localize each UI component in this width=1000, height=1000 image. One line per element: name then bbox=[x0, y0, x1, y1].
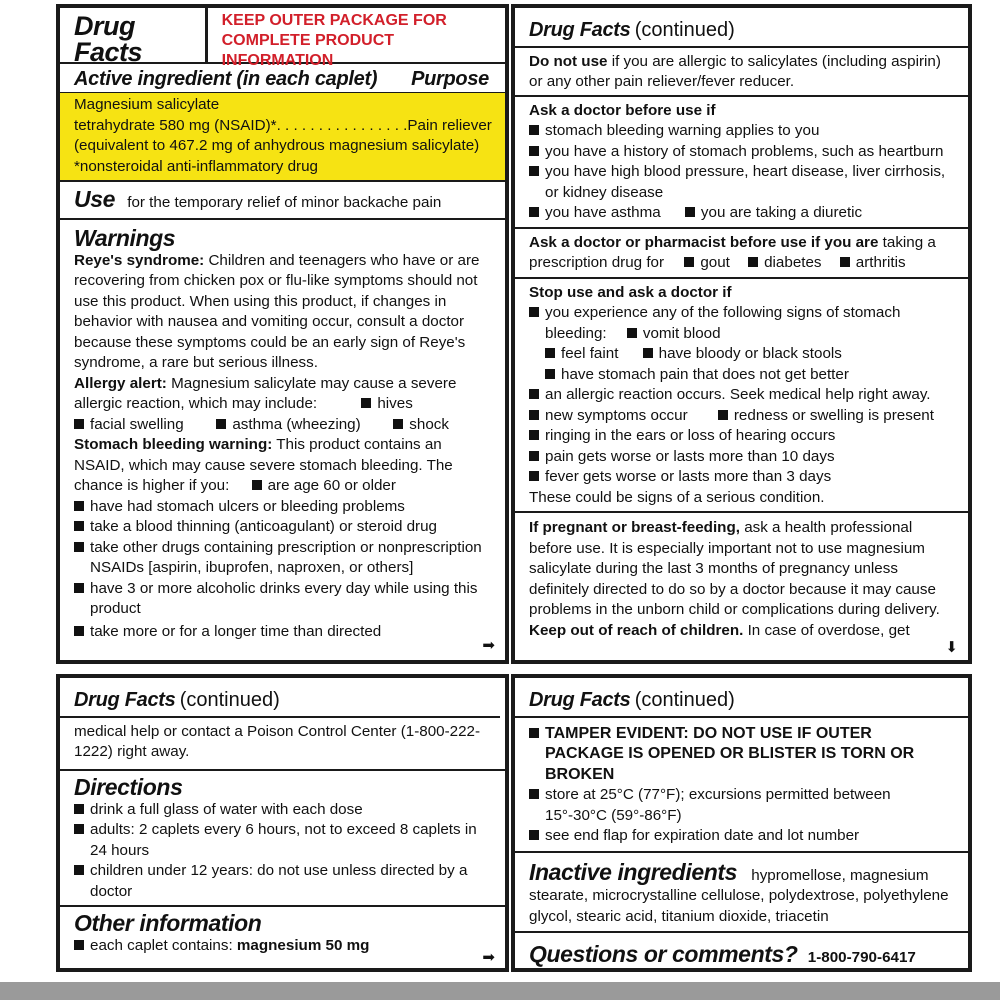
drug-facts-panel-main bbox=[56, 4, 509, 664]
drug-facts-title: Drug Facts bbox=[74, 689, 176, 711]
tamper-evident-notice: TAMPER EVIDENT: DO NOT USE IF OUTER PACKAGE IS OPENED OR BLISTER IS TORN OR BROKEN bbox=[529, 724, 952, 786]
stomach-warning: Stomach bleeding warning: This product contains an NSAID, which may cause severe stomach bleeding. The chance is higher if you: are age 60 or older bbox=[74, 436, 453, 494]
warnings-heading: Warnings bbox=[74, 224, 176, 251]
directions-item: adults: 2 caplets every 6 hours, not to exceed 8 caplets in 24 hours bbox=[74, 820, 489, 861]
keep-package-notice-2: COMPLETE PRODUCT INFORMATION bbox=[221, 32, 395, 69]
drug-facts-title: Drug Facts bbox=[529, 19, 631, 41]
arrow-right-icon: ➡ bbox=[482, 637, 495, 654]
stop-use-item: ringing in the ears or loss of hearing occurs bbox=[529, 426, 952, 447]
stop-use-footer: These could be signs of a serious condition. bbox=[529, 488, 825, 506]
leader-dots: . . . . . . . . . . . . . . . . bbox=[276, 116, 408, 134]
stomach-item: have had stomach ulcers or bleeding problems bbox=[74, 497, 489, 518]
stomach-item: take other drugs containing prescription or nonprescription NSAIDs [aspirin, ibuprofen, naproxen, or others] bbox=[74, 538, 489, 579]
stop-use-item: an allergic reaction occurs. Seek medical help right away. bbox=[529, 385, 952, 406]
active-line-4: *nonsteroidal anti-inflammatory drug bbox=[74, 157, 318, 175]
end-flap-item: see end flap for expiration date and lot number bbox=[529, 826, 952, 847]
inactive-ingredients: Inactive ingredients hypromellose, magnesium stearate, microcrystalline cellulose, polydextrose, polyethylene glycol, stearic acid, titanium dioxide, triacetin bbox=[515, 853, 968, 934]
stop-use-item: pain gets worse or lasts more than 10 days bbox=[529, 447, 952, 468]
continued-label: (continued) bbox=[634, 19, 735, 41]
drug-facts-panel-continued-2 bbox=[56, 674, 509, 972]
ask-doctor-item: you have asthma you are taking a diuretic bbox=[529, 203, 952, 224]
stop-bleeding-items: feel faint have bloody or black stools bbox=[529, 344, 952, 365]
ask-pharmacist: Ask a doctor or pharmacist before use if you are taking a prescription drug for gout diabetes arthritis bbox=[515, 229, 968, 279]
pregnancy-warning: If pregnant or breast-feeding, ask a health professional before use. It is especially important not to use magnesium salicylate during the last 3 months of pregnancy unless definitely directed to do so by a doctor because it may cause problems in the unborn child or complications during delivery. bbox=[529, 519, 940, 618]
reyes-warning: Reye's syndrome: Children and teenagers who have or are recovering from chicken pox or flu-like symptoms should not use this product. When using this product, if changes in behavior with nausea and vomiting occur, consult a doctor because these symptoms could be an early sign of Reye's syndrome, a rare but serious illness. bbox=[74, 251, 480, 371]
allergy-alert: Allergy alert: Magnesium salicylate may cause a severe allergic reaction, which may include: hives bbox=[74, 374, 457, 412]
keep-out-of-reach: Keep out of reach of children. In case of overdose, get bbox=[529, 621, 910, 639]
other-information-item: each caplet contains: magnesium 50 mg bbox=[74, 936, 489, 957]
active-ingredient-box bbox=[60, 93, 505, 182]
questions-section: Questions or comments? 1-800-790-6417 bbox=[529, 941, 916, 967]
stop-use-heading: Stop use and ask a doctor if bbox=[529, 283, 732, 301]
drug-facts-title: Drug Facts bbox=[529, 689, 631, 711]
continued-label: (continued) bbox=[634, 689, 735, 711]
stomach-item: take a blood thinning (anticoagulant) or steroid drug bbox=[74, 517, 489, 538]
stop-use-item: new symptoms occur redness or swelling is present bbox=[529, 406, 952, 427]
overdose-text: medical help or contact a Poison Control Center (1-800-222-1222) right away. bbox=[60, 718, 505, 771]
ask-doctor-item: you have high blood pressure, heart disease, liver cirrhosis, or kidney disease bbox=[529, 162, 952, 203]
bottom-band bbox=[0, 982, 1000, 1000]
arrow-right-icon: ➡ bbox=[482, 949, 495, 966]
stop-bleeding-item: have stomach pain that does not get better bbox=[529, 365, 952, 386]
continued-label: (continued) bbox=[179, 689, 280, 711]
ask-doctor-item: stomach bleeding warning applies to you bbox=[529, 121, 952, 142]
drug-facts-panel-continued-1 bbox=[511, 4, 972, 664]
stomach-item: take more or for a longer time than directed bbox=[74, 622, 489, 643]
use-text: for the temporary relief of minor backache pain bbox=[127, 194, 442, 211]
drug-facts-panel-continued-3 bbox=[511, 674, 972, 972]
directions-item: children under 12 years: do not use unless directed by a doctor bbox=[74, 861, 489, 902]
questions-phone: 1-800-790-6417 bbox=[807, 949, 916, 966]
stop-use-item: you experience any of the following signs of stomach bleeding: vomit blood bbox=[529, 303, 952, 344]
purpose-value: Pain reliever bbox=[407, 116, 492, 134]
directions-heading: Directions bbox=[74, 773, 183, 800]
stomach-item: have 3 or more alcoholic drinks every day while using this product bbox=[74, 579, 489, 620]
active-line-2: tetrahydrate 580 mg (NSAID)* bbox=[74, 116, 277, 134]
active-line-1: Magnesium salicylate bbox=[74, 96, 220, 113]
active-ingredient-heading: Active ingredient (in each caplet) bbox=[74, 68, 378, 90]
directions-item: drink a full glass of water with each dose bbox=[74, 800, 489, 821]
active-line-3: (equivalent to 467.2 mg of anhydrous magnesium salicylate) bbox=[74, 137, 480, 154]
storage-item: store at 25°C (77°F); excursions permitted between 15°-30°C (59°-86°F) bbox=[529, 785, 952, 826]
use-heading: Use bbox=[74, 186, 115, 212]
ask-doctor-heading: Ask a doctor before use if bbox=[529, 101, 716, 119]
do-not-use: Do not use if you are allergic to salicylates (including aspirin) or any other pain reliever/fever reducer. bbox=[515, 48, 968, 97]
stop-use-item: fever gets worse or lasts more than 3 days bbox=[529, 467, 952, 488]
arrow-down-icon: ⬇ bbox=[945, 639, 958, 656]
allergy-items: facial swelling asthma (wheezing) shock bbox=[74, 415, 489, 436]
drug-facts-title: Drug Facts bbox=[74, 11, 143, 67]
keep-package-notice: KEEP OUTER PACKAGE FOR bbox=[221, 12, 447, 29]
purpose-heading: Purpose bbox=[411, 68, 489, 90]
other-information-heading: Other information bbox=[74, 910, 262, 936]
ask-doctor-item: you have a history of stomach problems, such as heartburn bbox=[529, 142, 952, 163]
